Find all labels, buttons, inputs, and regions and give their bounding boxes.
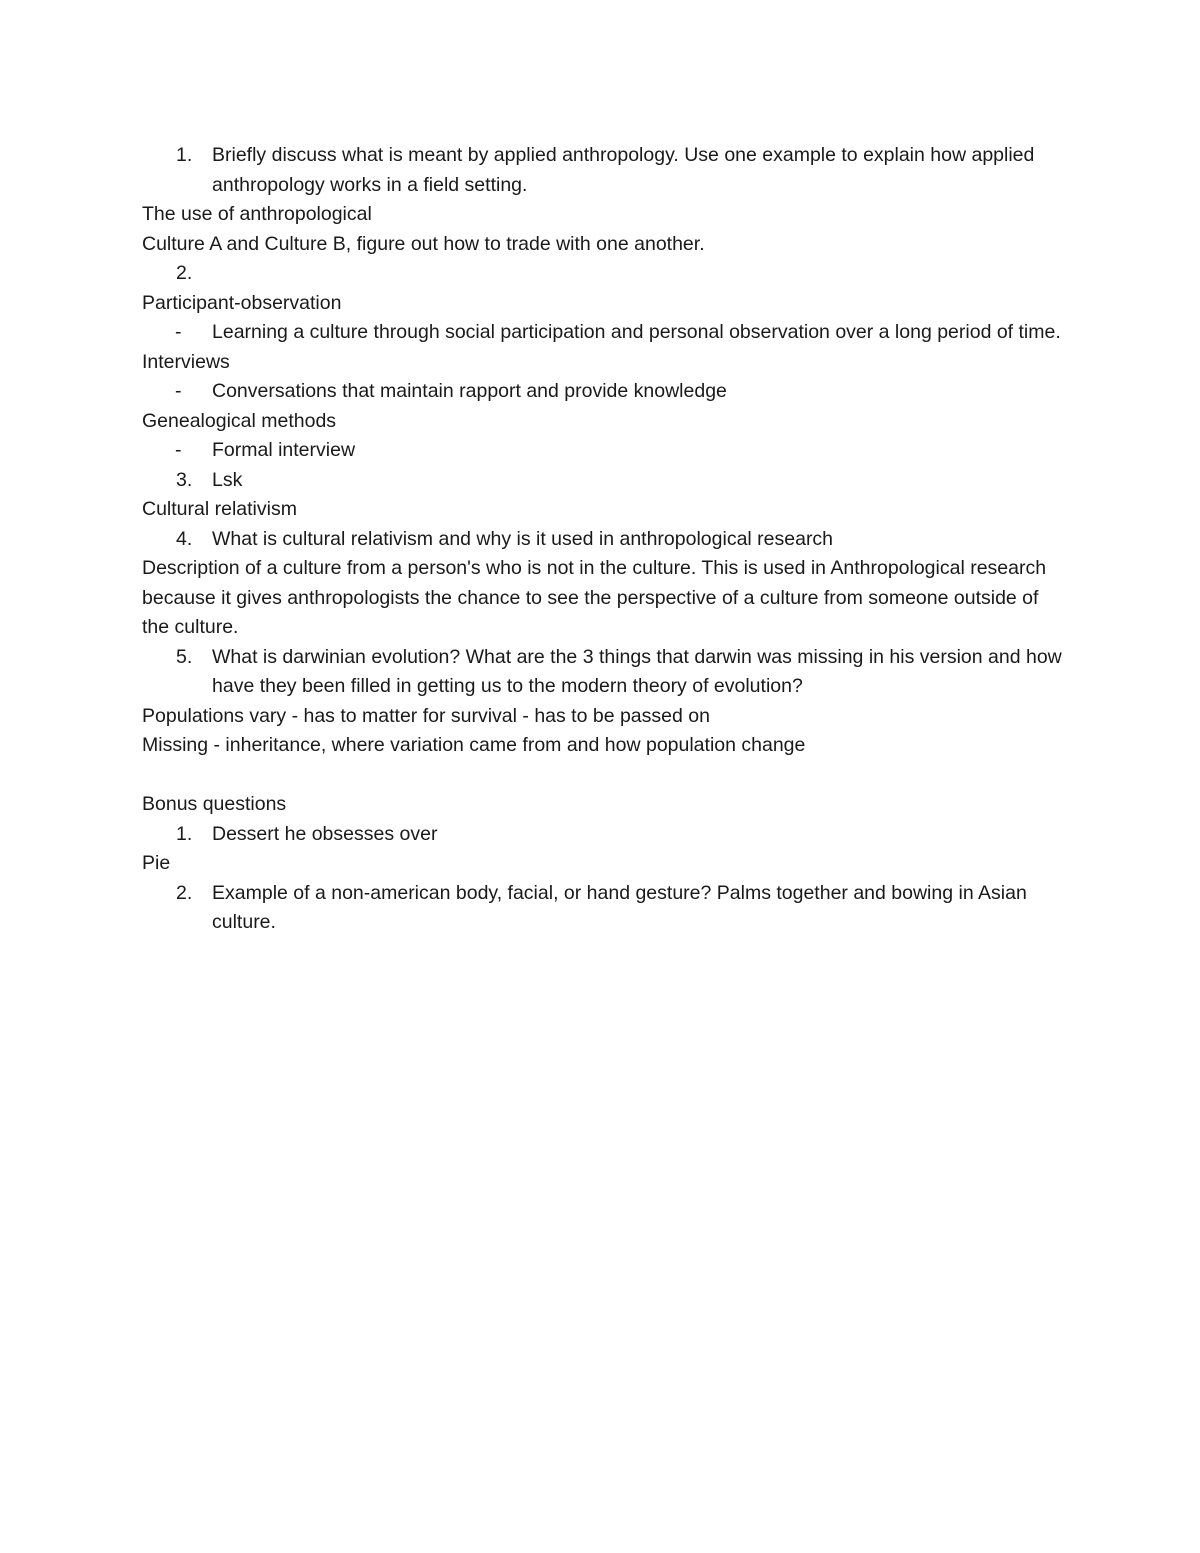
list-number: 5. xyxy=(176,645,193,668)
list-number: 4. xyxy=(176,527,193,550)
list-number: 1. xyxy=(176,822,193,845)
section-heading: Genealogical methods xyxy=(142,409,337,432)
question-text: Example of a non-american body, facial, or hand gesture? Palms together and bowing in Asian culture. xyxy=(212,881,1027,933)
question-text: What is cultural relativism and why is it used in anthropological research xyxy=(212,527,834,550)
list-number: 1. xyxy=(176,144,193,166)
question-text: Dessert he obsesses over xyxy=(212,822,438,845)
answer-line: Populations vary - has to matter for survival - has to be passed on xyxy=(142,704,710,727)
section-heading: Bonus questions xyxy=(142,793,287,815)
section-heading: Interviews xyxy=(142,350,230,373)
answer-line: Missing - inheritance, where variation came from and how population change xyxy=(142,734,806,756)
answer-paragraph: Description of a culture from a person's who is not in the culture. This is used in Anthropological research because it gives anthropologists the chance to see the perspective of a culture from someone outside of the culture. xyxy=(142,557,1047,638)
list-item-q1 xyxy=(142,141,1062,200)
bullet-item xyxy=(142,377,1062,407)
list-item-q2 xyxy=(142,259,1062,289)
section-heading: Cultural relativism xyxy=(142,498,297,520)
bullet-item xyxy=(142,318,1062,348)
list-item-bonus-1 xyxy=(142,820,1062,850)
answer-line: Culture A and Culture B, figure out how to trade with one another. xyxy=(142,232,705,255)
list-item-bonus-2 xyxy=(142,879,1062,938)
list-item-q3 xyxy=(142,466,1062,496)
bullet-text: Formal interview xyxy=(212,439,356,461)
list-item-q4 xyxy=(142,525,1062,555)
document-body xyxy=(142,141,1062,938)
bullet-dash: - xyxy=(175,439,182,461)
bullet-dash: - xyxy=(175,380,182,402)
list-number: 3. xyxy=(176,468,193,491)
bullet-dash: - xyxy=(175,321,182,343)
question-text: What is darwinian evolution? What are the 3 things that darwin was missing in his version and how have they been filled in getting us to the modern theory of evolution? xyxy=(212,645,1062,697)
bullet-text: Conversations that maintain rapport and provide knowledge xyxy=(212,380,727,402)
section-heading: Participant-observation xyxy=(142,291,342,314)
list-number: 2. xyxy=(176,262,193,284)
question-text: Lsk xyxy=(212,468,243,491)
answer-line: The use of anthropological xyxy=(142,203,372,225)
list-item-q5 xyxy=(142,643,1062,702)
list-number: 2. xyxy=(176,881,193,904)
bullet-text: Learning a culture through social participation and personal observation over a long period of time. xyxy=(212,321,1061,343)
bullet-item xyxy=(142,436,1062,466)
blank-line xyxy=(142,761,1062,791)
answer-line: Pie xyxy=(142,852,171,874)
question-text: Briefly discuss what is meant by applied anthropology. Use one example to explain how applied anthropology works in a field setting. xyxy=(212,144,1035,196)
